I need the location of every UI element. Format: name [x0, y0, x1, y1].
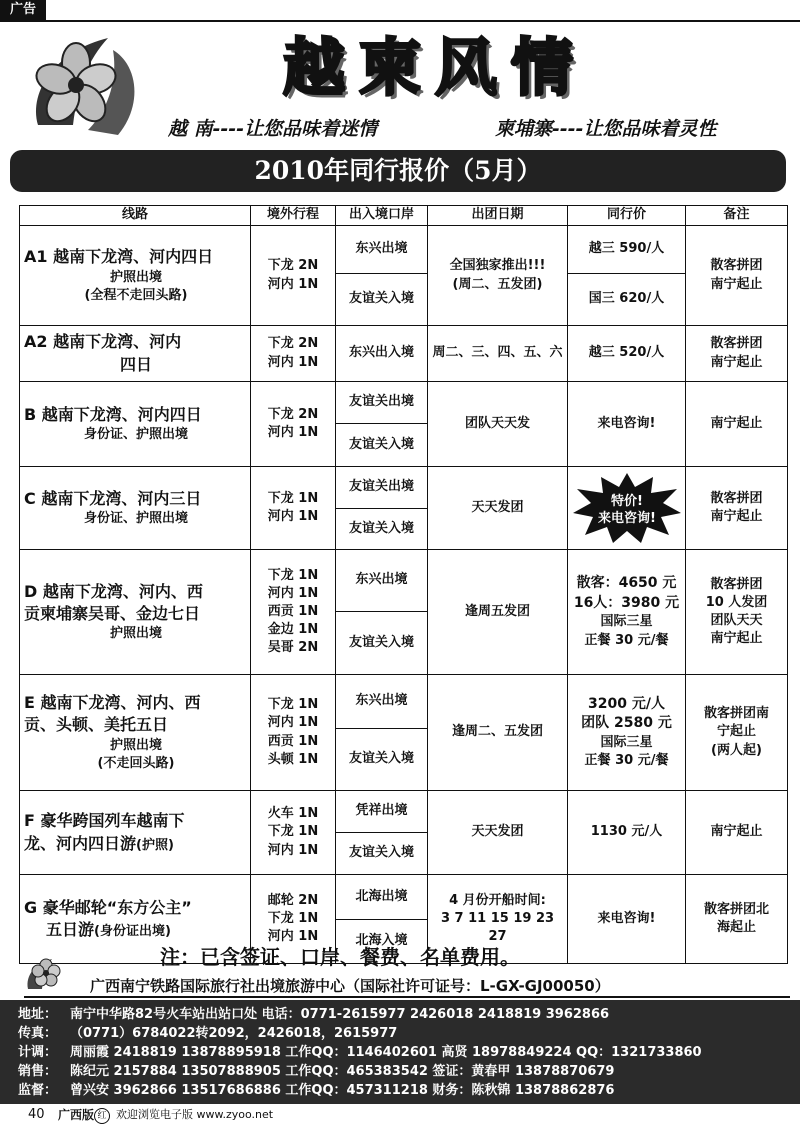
itinerary-cell [251, 326, 336, 382]
price-cell [568, 467, 686, 550]
itinerary-line: 河内 1N [267, 585, 319, 601]
date-cell: 天天发团 [428, 791, 568, 875]
port-cell: 北海出境 [336, 875, 428, 920]
price-line: 正餐 30 元/餐 [584, 632, 669, 648]
remark-line: 南宁起止 [710, 631, 763, 647]
footer-rule [24, 996, 790, 998]
table-row [20, 875, 788, 920]
remark-line: 散客拼团南 [703, 706, 769, 722]
itinerary-line: 下龙 1N [267, 910, 319, 926]
itinerary-cell [251, 791, 336, 875]
remark-line: 团队天天 [710, 613, 763, 628]
remark-line: 散客拼团北 [703, 901, 769, 917]
remark-line: 南宁起止 [710, 354, 763, 370]
red-badge-icon: 红 [94, 1108, 110, 1124]
route-name: 四日 [119, 354, 152, 374]
col-header-date: 出团日期 [428, 206, 568, 226]
table-row [20, 791, 788, 833]
route-name: 贡、头顿、美托五日 [24, 715, 169, 735]
special-offer-text: 特价! [610, 494, 643, 509]
port-cell: 东兴出境 [336, 675, 428, 729]
route-sub: (全程不走回头路) [84, 287, 188, 303]
route-name: E 越南下龙湾、河内、西 [24, 692, 201, 712]
price-cell: 来电咨询! [568, 382, 686, 467]
port-cell: 友谊关出境 [336, 382, 428, 424]
route-name [24, 833, 248, 855]
contact-label: 计调： [18, 1045, 58, 1060]
date-cell [428, 226, 568, 326]
starburst-badge [571, 471, 683, 545]
route-sub: 身份证、护照出境 [83, 427, 188, 443]
remark-line: 南宁起止 [710, 276, 763, 292]
contact-block [0, 1000, 800, 1104]
remark-line: 南宁起止 [710, 509, 763, 524]
itinerary-line: 下龙 1N [267, 824, 319, 840]
remark-cell: 南宁起止 [686, 382, 788, 467]
route-e [20, 675, 251, 791]
price-cell [568, 550, 686, 675]
itinerary-cell [251, 467, 336, 550]
table-row [20, 226, 788, 274]
date-line: 全国独家推出!!! [449, 258, 546, 274]
contact-row-supervisor [18, 1082, 614, 1100]
port-cell: 东兴出入境 [336, 326, 428, 382]
price-cell: 来电咨询! [568, 875, 686, 964]
port-cell: 友谊关入境 [336, 509, 428, 550]
price-line: 16人：3980 元 [573, 594, 680, 611]
price-line: 3200 元/人 [588, 695, 665, 712]
port-cell: 友谊关入境 [336, 833, 428, 875]
itinerary-line: 金边 1N [267, 622, 319, 638]
remark-line: 海起止 [716, 920, 756, 935]
page-footer [0, 1104, 800, 1126]
price-cell: 越三 590/人 [568, 226, 686, 274]
remark-cell [686, 875, 788, 964]
price-cell: 国三 620/人 [568, 274, 686, 326]
route-a1 [20, 226, 251, 326]
slogan [150, 114, 790, 144]
remark-line: 散客拼团 [710, 490, 763, 506]
contact-label: 地址： [18, 1007, 58, 1022]
port-cell: 友谊关入境 [336, 612, 428, 675]
itinerary-line: 头顿 1N [267, 751, 319, 767]
itinerary-line: 河内 1N [267, 425, 319, 440]
top-rule [0, 20, 800, 22]
flower-logo-icon [18, 30, 148, 140]
itinerary-line: 河内 1N [267, 509, 319, 524]
itinerary-line: 下龙 2N [267, 258, 319, 274]
itinerary-line: 下龙 2N [267, 406, 319, 422]
route-name: C 越南下龙湾、河内三日 [24, 488, 202, 508]
route-sub: 身份证、护照出境 [83, 511, 188, 527]
remark-line: 宁起止 [716, 724, 756, 740]
itinerary-cell [251, 226, 336, 326]
remark-cell: 南宁起止 [686, 791, 788, 875]
col-header-remark: 备注 [686, 206, 788, 226]
itinerary-line: 下龙 2N [267, 336, 319, 352]
itinerary-line: 河内 1N [267, 276, 319, 292]
col-header-port: 出入境口岸 [336, 206, 428, 226]
price-line: 团队 2580 元 [581, 715, 672, 732]
itinerary-line: 邮轮 2N [267, 892, 319, 908]
route-d [20, 550, 251, 675]
flower-logo-small-icon [22, 955, 70, 993]
route-name: F 豪华跨国列车越南下 [24, 811, 185, 831]
date-line: 3 7 11 15 19 23 27 [440, 910, 555, 945]
date-cell: 逢周五发团 [428, 550, 568, 675]
route-name: D 越南下龙湾、河内、西 [24, 581, 203, 601]
col-header-price: 同行价 [568, 206, 686, 226]
price-cell: 1130 元/人 [568, 791, 686, 875]
itinerary-cell [251, 550, 336, 675]
route-c [20, 467, 251, 550]
remark-cell [686, 675, 788, 791]
remark-line: (两人起) [711, 742, 762, 758]
itinerary-line: 河内 1N [267, 842, 319, 858]
itinerary-line: 下龙 1N [267, 490, 319, 506]
price-line: 国际三星 [600, 734, 653, 750]
table-row [20, 382, 788, 424]
date-cell: 团队天天发 [428, 382, 568, 467]
table-row [20, 675, 788, 729]
price-cell: 越三 520/人 [568, 326, 686, 382]
itinerary-line: 下龙 1N [267, 697, 319, 713]
port-cell: 凭祥出境 [336, 791, 428, 833]
remark-line: 10 人发团 [705, 594, 768, 610]
price-cell [568, 675, 686, 791]
route-sub: 护照出境 [109, 737, 162, 753]
route-note: (护照) [136, 837, 174, 853]
price-line: 国际三星 [600, 614, 653, 630]
route-f [20, 791, 251, 875]
port-cell: 北海入境 [336, 920, 428, 964]
contact-value: 陈纪元 2157884 13507888905 工作QQ：465383542 签证：黄春甲 13878870679 [70, 1064, 615, 1079]
itinerary-line: 下龙 1N [267, 567, 319, 583]
route-sub: 护照出境 [109, 269, 162, 285]
contact-value: 周丽霞 2418819 13878895918 工作QQ：1146402601 高贤 18978849224 QQ：1321733860 [70, 1045, 702, 1060]
route-b [20, 382, 251, 467]
edition-label: 广西版 [58, 1108, 95, 1122]
contact-label: 监督： [18, 1083, 58, 1098]
port-cell: 东兴出境 [336, 550, 428, 612]
itinerary-cell [251, 382, 336, 467]
itinerary-line: 火车 1N [267, 806, 319, 822]
table-row [20, 467, 788, 509]
remark-cell [686, 467, 788, 550]
port-cell: 东兴出境 [336, 226, 428, 274]
page-number: 40 [28, 1107, 45, 1122]
route-sub: 护照出境 [109, 626, 162, 642]
brand-title: 越柬风情 [282, 31, 587, 104]
route-name: A1 越南下龙湾、河内四日 [24, 247, 214, 267]
route-name: A2 越南下龙湾、河内 [24, 332, 182, 352]
contact-row-address [18, 1006, 609, 1024]
remark-cell [686, 326, 788, 382]
date-line: 4 月份开船时间: [449, 892, 546, 908]
table-row [20, 326, 788, 382]
date-line: (周二、五发团) [452, 276, 543, 292]
agency-name: 广西南宁铁路国际旅行社出境旅游中心（国际社许可证号：L-GX-GJ00050） [90, 977, 610, 995]
itinerary-line: 西贡 1N [267, 733, 319, 749]
remark-line: 散客拼团 [710, 336, 763, 352]
route-a2 [20, 326, 251, 382]
price-line: 散客：4650 元 [576, 575, 677, 592]
price-banner: 2010年同行报价（5月） [10, 150, 786, 192]
date-cell: 天天发团 [428, 467, 568, 550]
remark-cell [686, 550, 788, 675]
itinerary-line: 吴哥 2N [267, 640, 319, 656]
remark-line: 散客拼团 [710, 258, 763, 274]
call-inquiry-text: 来电咨询! [597, 511, 656, 526]
remark-line: 散客拼团 [710, 576, 763, 592]
route-name: 贡柬埔寨吴哥、金边七日 [24, 603, 201, 623]
route-name-part: 龙、河内四日游 [24, 833, 137, 853]
route-name [24, 919, 248, 941]
itinerary-line: 河内 1N [267, 929, 319, 945]
contact-label: 传真： [18, 1026, 58, 1041]
itinerary-cell [251, 675, 336, 791]
notice: 注：已含签证、口岸、餐费、名单费用。 [160, 945, 520, 969]
col-header-route: 线路 [20, 206, 251, 226]
contact-value: 南宁中华路82号火车站出站口处 电话：0771-2615977 2426018 2418819 3962866 [70, 1007, 610, 1022]
remark-cell [686, 226, 788, 326]
route-name: B 越南下龙湾、河内四日 [24, 404, 202, 424]
contact-row-fax [18, 1025, 397, 1043]
route-name-part: 五日游 [46, 920, 95, 939]
port-cell: 友谊关入境 [336, 424, 428, 467]
itinerary-line: 西贡 1N [267, 603, 319, 619]
slogan-cambodia: 柬埔寨----让您品味着灵性 [495, 118, 717, 140]
port-cell: 友谊关出境 [336, 467, 428, 509]
contact-value: 曾兴安 3962866 13517686886 工作QQ：457311218 财务：陈秋锦 13878862876 [70, 1083, 615, 1098]
ad-tag: 广告 [0, 0, 46, 20]
route-name: G 豪华邮轮“东方公主” [24, 897, 192, 917]
price-line: 正餐 30 元/餐 [584, 753, 669, 769]
slogan-vietnam: 越 南----让您品味着迷情 [168, 118, 378, 140]
route-sub: (不走回头路) [97, 755, 175, 771]
itinerary-line: 河内 1N [267, 715, 319, 731]
col-header-itinerary: 境外行程 [251, 206, 336, 226]
price-table [19, 205, 788, 964]
table-header-row [20, 206, 788, 226]
contact-label: 销售： [18, 1064, 58, 1079]
route-note: (身份证出境) [94, 924, 171, 939]
itinerary-line: 河内 1N [267, 354, 319, 370]
table-row [20, 550, 788, 612]
port-cell: 友谊关入境 [336, 274, 428, 326]
port-cell: 友谊关入境 [336, 729, 428, 791]
ebook-link[interactable]: 欢迎浏览电子版 www.zyoo.net [116, 1108, 274, 1121]
contact-row-planner [18, 1044, 702, 1062]
contact-value: （0771）6784022转2092，2426018，2615977 [70, 1026, 398, 1041]
date-cell: 周二、三、四、五、六 [428, 326, 568, 382]
date-cell: 逢周二、五发团 [428, 675, 568, 791]
contact-row-sales [18, 1063, 614, 1081]
